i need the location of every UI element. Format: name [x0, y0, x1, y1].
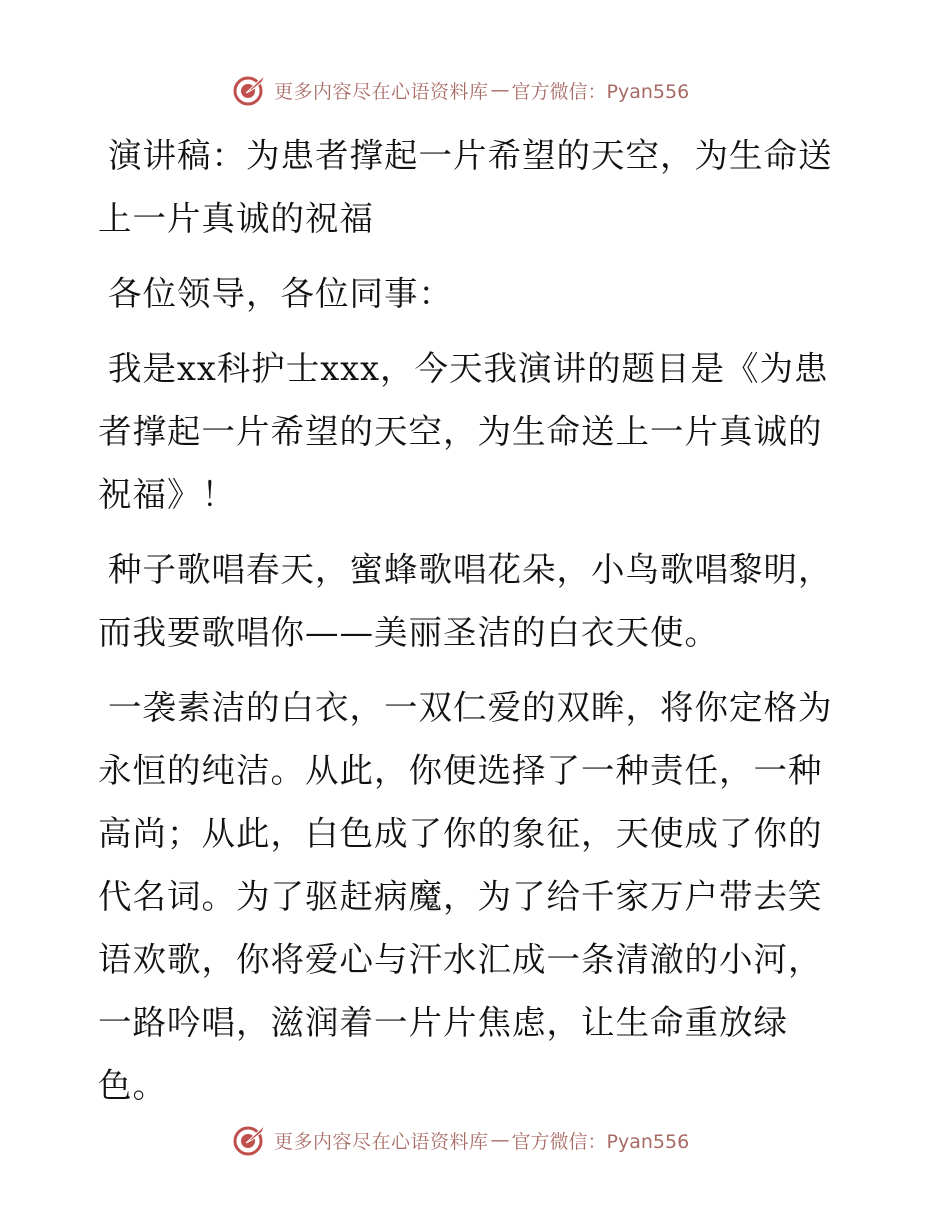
document-body — [98, 124, 853, 1129]
intro-paragraph: 我是xx科护士xxx，今天我演讲的题目是《为患者撑起一片希望的天空，为生命送上一片真诚的祝福》！ — [98, 349, 829, 514]
header-banner — [232, 70, 689, 110]
quill-pen-logo-icon — [232, 1122, 268, 1158]
banner-wechat-id: 官方微信：Pyan556 — [511, 80, 690, 103]
banner-separator: — — [490, 1129, 510, 1151]
quill-pen-logo-icon — [232, 72, 268, 108]
banner-promo-text: 更多内容尽在心语资料库 — [274, 1130, 489, 1153]
banner-separator: — — [490, 79, 510, 101]
document-title: 演讲稿：为患者撑起一片希望的天空，为生命送上一片真诚的祝福 — [98, 136, 833, 238]
body-paragraph: 种子歌唱春天，蜜蜂歌唱花朵，小鸟歌唱黎明，而我要歌唱你——美丽圣洁的白衣天使。 — [98, 550, 833, 652]
banner-wechat-id: 官方微信：Pyan556 — [511, 1130, 690, 1153]
salutation-paragraph: 各位领导，各位同事： — [108, 274, 453, 313]
body-paragraph: 一袭素洁的白衣，一双仁爱的双眸，将你定格为永恒的纯洁。从此，你便选择了一种责任，一种高尚；从此，白色成了你的象征，天使成了你的代名词。为了驱赶病魔，为了给千家万户带去笑语欢歌，你将爱心与汗水汇成一条清澈的小河，一路吟唱，滋润着一片片焦虑，让生命重放绿色。 — [98, 688, 833, 1105]
banner-promo-text: 更多内容尽在心语资料库 — [274, 80, 489, 103]
footer-banner — [232, 1120, 689, 1160]
